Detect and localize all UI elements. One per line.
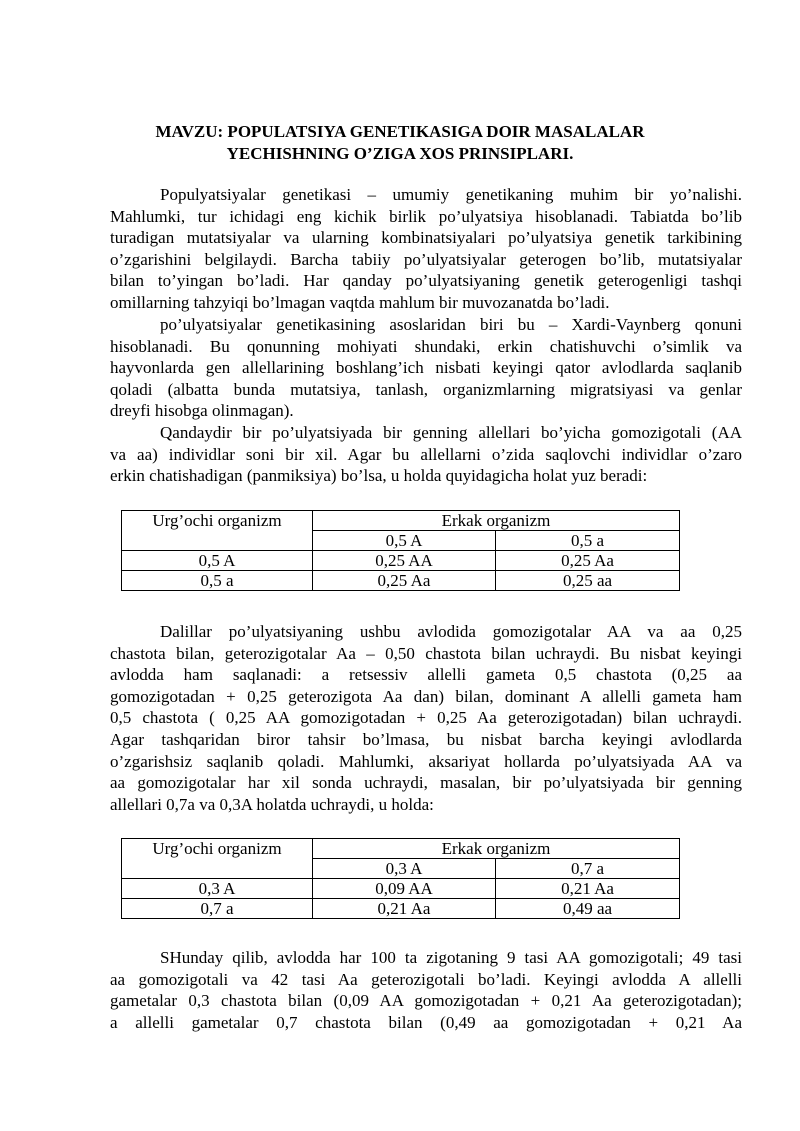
female-allele-cell: 0,7 a bbox=[122, 899, 313, 919]
genotype-cell: 0,25 Aa bbox=[496, 551, 680, 571]
text-line: hisoblanadi. Bu qonunning mohiyati shundaki, erkin chatishuvchi o’simlik va bbox=[110, 336, 742, 356]
text-line: aa gomozigotalar har xil sonda uchraydi, masalan, bir po’ulyatsiyada bir genning bbox=[110, 773, 742, 793]
male-allele-cell: 0,5 a bbox=[496, 531, 680, 551]
text-line: erkin chatishadigan (panmiksiya) bo’lsa, u holda quyidagicha holat yuz beradi: bbox=[110, 466, 648, 486]
header-female: Urg’ochi organizm bbox=[122, 511, 313, 551]
genotype-cell: 0,25 AA bbox=[313, 551, 496, 571]
table-row bbox=[122, 551, 680, 571]
text-line: gametalar 0,3 chastota bilan (0,09 AA gomozigotadan + 0,21 Aa geterozigotadan); bbox=[110, 991, 742, 1011]
title-line-1: MAVZU: POPULATSIYA GENETIKASIGA DOIR MASALALAR bbox=[155, 122, 645, 141]
text-line: allellari 0,7a va 0,3A holatda uchraydi, u holda: bbox=[110, 794, 434, 814]
text-line: chastota bilan, geterozigotalar Aa – 0,50 chastota bilan uchraydi. Bu nisbat keyingi bbox=[110, 643, 742, 663]
female-allele-cell: 0,5 A bbox=[122, 551, 313, 571]
text-line: dreyfi hisobga olinmagan). bbox=[110, 401, 294, 421]
text-line: 0,5 chastota ( 0,25 AA gomozigotadan + 0,25 Aa geterozigotadan) bilan uchraydi. bbox=[110, 708, 742, 728]
text-line: Dalillar po’ulyatsiyaning ushbu avlodida gomozigotalar AA va aa 0,25 bbox=[160, 622, 742, 641]
paragraph-panmixia bbox=[110, 422, 742, 487]
punnett-table-2 bbox=[121, 838, 680, 919]
paragraph-frequencies bbox=[110, 621, 742, 815]
male-allele-cell: 0,7 a bbox=[496, 859, 680, 879]
text-line: omillarning tahzyiqi bo’lmagan vaqtda mahlum bir muvozanatda bo’ladi. bbox=[110, 292, 610, 312]
header-male: Erkak organizm bbox=[313, 511, 680, 531]
header-female: Urg’ochi organizm bbox=[122, 839, 313, 879]
text-line: gomozigotadan + 0,25 geterozigota Aa dan) bilan, dominant A allelli gameta ham bbox=[110, 686, 742, 706]
text-line: po’ulyatsiyalar genetikasining asoslaridan biri bu – Xardi-Vaynberg qonuni bbox=[160, 315, 742, 334]
male-allele-cell: 0,5 A bbox=[313, 531, 496, 551]
genotype-cell: 0,21 Aa bbox=[496, 879, 680, 899]
genotype-cell: 0,25 aa bbox=[496, 571, 680, 591]
text-line: Agar tashqaridan biror tahsir bo’lmasa, bu nisbat barcha keyingi avlodlarda bbox=[110, 729, 742, 749]
text-line: aa gomozigotali va 42 tasi Aa geterozigotali bo’ladi. Keyingi avlodda A allelli bbox=[110, 969, 742, 989]
genotype-cell: 0,09 AA bbox=[313, 879, 496, 899]
genotype-cell: 0,25 Aa bbox=[313, 571, 496, 591]
table-row bbox=[122, 899, 680, 919]
table-row bbox=[122, 879, 680, 899]
text-line: Qandaydir bir po’ulyatsiyada bir genning allellari bo’yicha gomozigotali (AA bbox=[160, 423, 742, 442]
text-line: avlodda ham saqlanadi: a retsessiv allelli gameta 0,5 chastota (0,25 aa bbox=[110, 665, 742, 685]
header-male: Erkak organizm bbox=[313, 839, 680, 859]
table-row bbox=[122, 571, 680, 591]
paragraph-intro bbox=[110, 184, 742, 314]
male-allele-cell: 0,3 A bbox=[313, 859, 496, 879]
paragraph-hardy-weinberg bbox=[110, 314, 742, 422]
genotype-cell: 0,21 Aa bbox=[313, 899, 496, 919]
text-line: a allelli gametalar 0,7 chastota bilan (0,49 aa gomozigotadan + 0,21 Aa bbox=[110, 1012, 742, 1032]
document-title bbox=[100, 121, 700, 165]
text-line: Mahlumki, tur ichidagi eng kichik birlik po’ulyatsiya hisoblanadi. Tabiatda bo’lib bbox=[110, 206, 742, 226]
genotype-cell: 0,49 aa bbox=[496, 899, 680, 919]
title-line-2: YECHISHNING O’ZIGA XOS PRINSIPLARI. bbox=[226, 144, 574, 163]
punnett-table-1 bbox=[121, 510, 680, 591]
text-line: SHunday qilib, avlodda har 100 ta zigotaning 9 tasi AA gomozigotali; 49 tasi bbox=[160, 948, 742, 967]
text-line: Populyatsiyalar genetikasi – umumiy genetikaning muhim bir yo’nalishi. bbox=[160, 185, 742, 204]
text-line: turadigan mutatsiyalar va ularning kombinatsiyalari po’ulyatsiya genetik tarkibining bbox=[110, 228, 742, 248]
text-line: o’zgarishini belgilaydi. Barcha tabiiy po’ulyatsiyalar geterogen bo’lib, mutatsiyalar bbox=[110, 249, 742, 269]
text-line: va aa) individlar soni bir xil. Agar bu allellarni o’zida saqlovchi individlar o’zaro bbox=[110, 444, 742, 464]
female-allele-cell: 0,5 a bbox=[122, 571, 313, 591]
text-line: hayvonlarda gen allellarining boshlang’ich nisbati keyingi qator avlodlarda saqlanib bbox=[110, 358, 742, 378]
text-line: bilan to’yingan bo’ladi. Har qanday po’ulyatsiyaning genetik geterogenligi tashqi bbox=[110, 271, 742, 291]
text-line: qoladi (albatta bunda mutatsiya, tanlash, organizmlarning migratsiyasi va genlar bbox=[110, 379, 742, 399]
text-line: o’zgarishsiz saqlanib qoladi. Mahlumki, aksariyat hollarda po’ulyatsiyada AA va bbox=[110, 751, 742, 771]
paragraph-conclusion bbox=[110, 947, 742, 1033]
female-allele-cell: 0,3 A bbox=[122, 879, 313, 899]
